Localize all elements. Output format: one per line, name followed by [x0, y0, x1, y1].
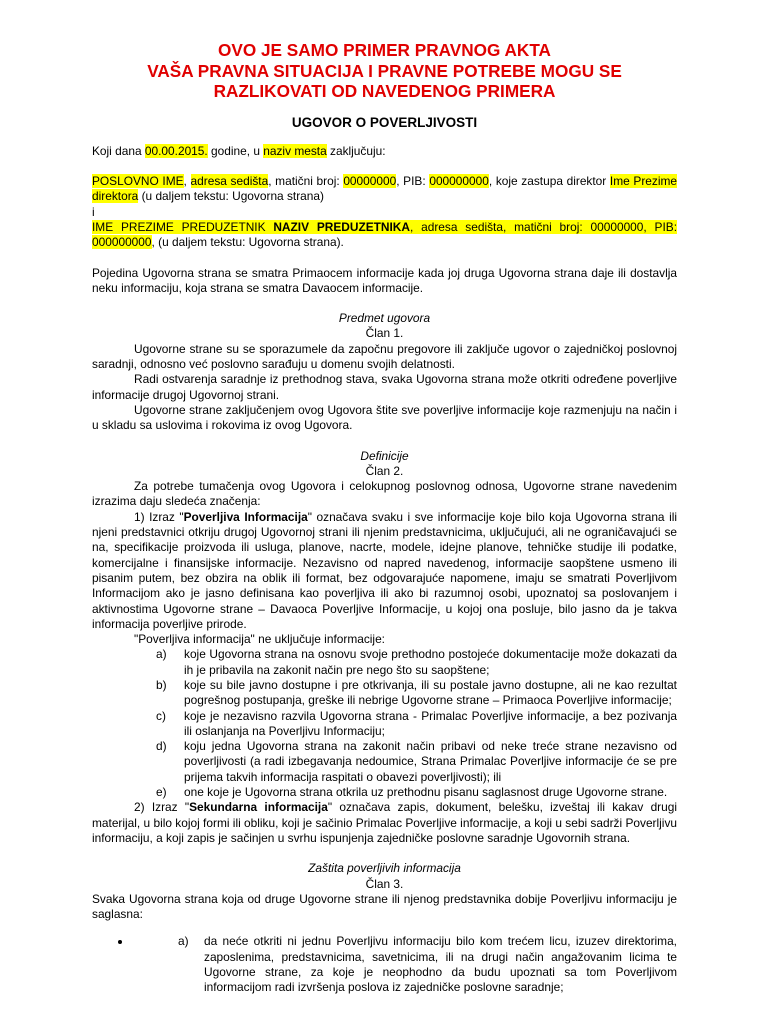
list-text: koje je nezavisno razvila Ugovorna strana - Primalac Poverljive informacije, a bez pozivanja ili oslanjanja na Poverljivu Informaciju;	[184, 708, 677, 738]
section-title: Definicije	[360, 448, 409, 463]
definition-text: 1) Izraz "	[134, 509, 184, 524]
list-text: koje su bile javno dostupne i pre otkrivanja, ili su postale javno dostupne, ali ne kao rezultat pogrešnog postupanja, greške ili nebrige Ugovorne strane – Primaoca Poverljive informacije;	[184, 678, 677, 708]
defined-term: Sekundarna informacija	[189, 800, 328, 815]
party1-address: adresa sedišta	[190, 174, 269, 189]
article-paragraph: Ugovorne strane su se sporazumele da započnu pregovore ili zaključe ugovor o zajedničkoj poslovnoj saradnji, odnosno već poslovno sarađuju u domenu svojih delatnosti.	[92, 341, 677, 372]
list-text: koje Ugovorna strana na osnovu svoje prethodno postojeće dokumentacije može dokazati da ih je pribavila na zakonit način pre nego što su saopštene;	[184, 647, 677, 677]
party-1	[92, 174, 677, 205]
definition-text: 2) Izraz "	[134, 800, 190, 815]
party1-name: POSLOVNO IME	[92, 174, 184, 189]
party1-text: (u daljem tekstu: Ugovorna strana)	[138, 189, 324, 204]
defined-term: Poverljiva Informacija	[183, 509, 308, 524]
definition-paragraph	[92, 800, 677, 846]
party2-name: IME PREZIME PREDUZETNIK	[92, 219, 274, 234]
list-text: koju jedna Ugovorna strana na zakonit način pribavi od neke treće strane nezavisno od poverljivosti (a radi izbegavanja nedoumice, Strana Primalac Poverljive informacije će se pre prijema takvih informacija raspitati o obavezi poverljivosti); ili	[184, 739, 677, 784]
party1-director: Ime Prezime direktora	[92, 174, 678, 204]
list-item	[92, 739, 677, 785]
list-label: • a)	[178, 934, 189, 949]
disclaimer-line: OVO JE SAMO PRIMER PRAVNOG AKTA	[218, 40, 551, 60]
article-number: Član 2.	[365, 463, 404, 478]
list-text: da neće otkriti ni jednu Poverljivu informaciju bilo kom trećem licu, izuzev direktorima, zaposlenima, predstavnicima, savetnicima, ili na drugi način angažovanim licima te Ugovorne strane, za koje je neophodno da budu upoznati sa tom Poverljivom informacijom radi izvršenja poslova iz zajedničke poslovne saradnje;	[204, 934, 677, 995]
disclaimer-line: RAZLIKOVATI OD NAVEDENOG PRIMERA	[213, 81, 556, 101]
party1-text: , PIB:	[396, 174, 430, 189]
definition-text: " označava svaku i sve informacije koje bilo koja Ugovorna strana ili njeni predstavnici otkriju drugoj Ugovornoj strani ili njenim predstavnicima, uključujući, ali ne ograničavajući se na, specifikacije proizvoda ili usluga, planove, nacrte, modele, idejne planove, tehničke studije ili podatke, komercijalne i finansijske informacije. Nezavisno od napred navedenog, informacije saopštene usmeno ili pisanim putem, bez obzira na oblik ili format, bez odgovarajuće napomene, imaju se smatrati Poverljivom Informacijom ako je jasno definisana kao poverljiva ili ako bi razumnoj osobi, upoznatoj sa poslovanjem i aktivnostima Ugovorne strane – Davaoca Poverljive Informacije, u kojoj ona posluje, bilo jasno da je takva informacija poverljive prirode.	[92, 509, 677, 631]
definition-paragraph	[92, 510, 677, 632]
obligations-list	[92, 934, 677, 995]
place-placeholder: naziv mesta	[263, 143, 327, 158]
article-paragraph: Svaka Ugovorna strana koja od druge Ugovorne strane ili njenog predstavnika dobije Poverljivu informaciju je saglasna:	[92, 891, 677, 922]
party1-text: ,	[183, 174, 191, 189]
date-placeholder: 00.00.2015.	[144, 143, 208, 158]
party2-details: , adresa sedišta, matični broj: 00000000, PIB: 000000000	[92, 219, 677, 250]
intro-text: zaključuju:	[326, 143, 386, 158]
list-item	[92, 647, 677, 678]
intro-text: godine, u	[207, 143, 264, 158]
party-2	[92, 220, 677, 251]
document-title: UGOVOR O POVERLJIVOSTI	[291, 114, 478, 130]
intro-text: Koji dana	[92, 143, 145, 158]
list-item	[92, 785, 677, 800]
exclusions-list	[92, 647, 677, 800]
exclusions-intro: "Poverljiva informacija" ne uključuje informacije:	[134, 632, 385, 647]
disclaimer	[92, 40, 677, 102]
article-paragraph: Radi ostvarenja saradnje iz prethodnog stava, svaka Ugovorna strana može otkriti određene poverljive informacije drugoj Ugovornoj strani.	[92, 372, 677, 402]
party2-business-name: NAZIV PREDUZETNIKA	[273, 219, 410, 234]
party1-text: , matični broj:	[268, 174, 344, 189]
party1-pib: 000000000	[429, 174, 489, 189]
list-label: d)	[156, 739, 167, 754]
article-paragraph: Ugovorne strane zaključenjem ovog Ugovora štite sve poverljive informacije koje razmenjuju na način i u skladu sa uslovima i rokovima iz ovog Ugovora.	[92, 402, 677, 433]
article-number: Član 1.	[365, 326, 404, 341]
list-label: c)	[156, 708, 166, 723]
list-item	[92, 678, 677, 709]
conjunction: i	[92, 204, 95, 219]
definition-text: " označava zapis, dokument, belešku, izveštaj ili kakav drugi materijal, u bilo kojoj formi ili obliku, koji je sačinio Primalac Poverljive informacije, a koji u sebi sadrži Poverljivu informaciju, a koji zapis je sačinjen u svrhu ispunjenja zajedničke poslovne saradnje Ugovornih strana.	[92, 800, 678, 845]
party1-mb: 00000000	[343, 174, 397, 189]
list-text: one koje je Ugovorna strana otkrila uz prethodnu pisanu saglasnost druge Ugovorne strane.	[184, 785, 668, 800]
contract-document	[92, 40, 677, 1007]
list-item	[92, 709, 677, 740]
section-title: Predmet ugovora	[338, 311, 431, 326]
intro-line	[92, 144, 677, 159]
party2-text: , (u daljem tekstu: Ugovorna strana).	[151, 235, 344, 250]
preamble: Pojedina Ugovorna strana se smatra Primaocem informacije kada joj druga Ugovorna strana daje ili dostavlja neku informaciju, koja strana se smatra Davaocem informacije.	[92, 265, 677, 295]
list-item	[132, 934, 677, 995]
article-number: Član 3.	[365, 876, 404, 891]
list-label: a)	[156, 647, 167, 662]
party1-text: , koje zastupa direktor	[488, 174, 610, 189]
disclaimer-line: VAŠA PRAVNA SITUACIJA I PRAVNE POTREBE MOGU SE	[147, 60, 622, 81]
section-title: Zaštita poverljivih informacija	[308, 861, 461, 876]
list-label: b)	[156, 678, 167, 692]
article-paragraph: Za potrebe tumačenja ovog Ugovora i celokupnog poslovnog odnosa, Ugovorne strane navedenim izrazima daju sledeća značenja:	[92, 479, 677, 509]
list-label: e)	[156, 785, 167, 800]
